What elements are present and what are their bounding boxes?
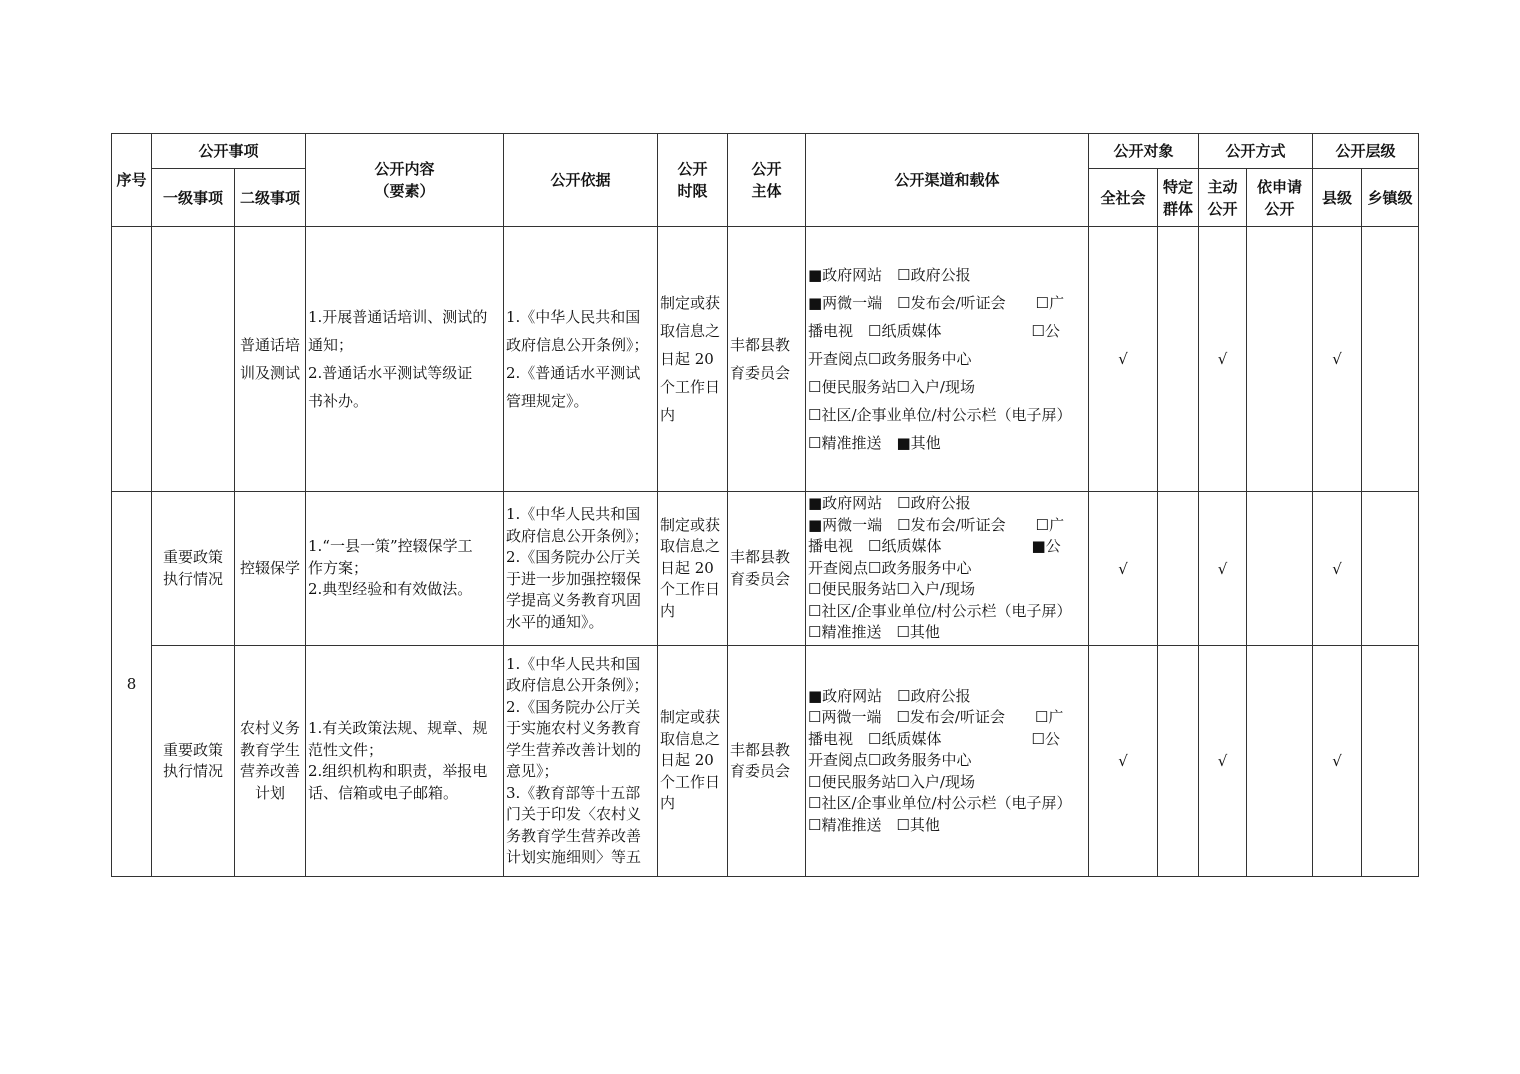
all-society-header: 全社会 bbox=[1089, 169, 1158, 227]
subject-cell: 丰都县教 育委员会 bbox=[728, 646, 806, 877]
disclosure-table bbox=[111, 133, 1419, 877]
town-check bbox=[1362, 646, 1419, 877]
content-cell: 1.开展普通话培训、测试的 通知； 2.普通话水平测试等级证 书补办。 bbox=[306, 227, 504, 492]
level2-cell: 普通话培 训及测试 bbox=[235, 227, 306, 492]
level2-cell: 控辍保学 bbox=[235, 492, 306, 646]
level2-cell: 农村义务 教育学生 营养改善 计划 bbox=[235, 646, 306, 877]
basis-header: 公开依据 bbox=[504, 134, 658, 227]
specific-check bbox=[1158, 227, 1199, 492]
county-header: 县级 bbox=[1313, 169, 1362, 227]
table-row bbox=[112, 227, 1419, 492]
time-cell: 制定或获 取信息之 日起 20 个工作日 内 bbox=[658, 227, 728, 492]
channel-header: 公开渠道和载体 bbox=[806, 134, 1089, 227]
level1-cell: 重要政策 执行情况 bbox=[152, 646, 235, 877]
level1-cell: 重要政策 执行情况 bbox=[152, 492, 235, 646]
level-group-header: 公开层级 bbox=[1313, 134, 1419, 169]
specific-header: 特定 群体 bbox=[1158, 169, 1199, 227]
channel-cell: ■政府网站 ☐政府公报 ■两微一端 ☐发布会/听证会 ☐广 播电视 ☐纸质媒体 ■公 开查阅点☐政务服务中心 ☐便民服务站☐入户/现场 ☐社区/企事业单位/村公示栏（电子屏） ☐精准推送 ☐其他 bbox=[806, 492, 1089, 646]
on-request-check bbox=[1247, 646, 1313, 877]
subject-cell: 丰都县教 育委员会 bbox=[728, 227, 806, 492]
content-cell: 1.有关政策法规、规章、规 范性文件； 2.组织机构和职责，举报电 话、信箱或电子邮箱。 bbox=[306, 646, 504, 877]
county-check: √ bbox=[1313, 492, 1362, 646]
channel-cell: ■政府网站 ☐政府公报 ☐两微一端 ☐发布会/听证会 ☐广 播电视 ☐纸质媒体 ☐公 开查阅点☐政务服务中心 ☐便民服务站☐入户/现场 ☐社区/企事业单位/村公示栏（电子屏） ☐精准推送 ☐其他 bbox=[806, 646, 1089, 877]
seq-cell: 8 bbox=[112, 492, 152, 877]
subject-header: 公开 主体 bbox=[728, 134, 806, 227]
header-row-1 bbox=[112, 134, 1419, 169]
active-check: √ bbox=[1199, 492, 1247, 646]
time-cell: 制定或获 取信息之 日起 20 个工作日 内 bbox=[658, 492, 728, 646]
on-request-check bbox=[1247, 492, 1313, 646]
content-header: 公开内容 （要素） bbox=[306, 134, 504, 227]
level2-header: 二级事项 bbox=[235, 169, 306, 227]
basis-cell: 1.《中华人民共和国 政府信息公开条例》； 2.《国务院办公厅关 于实施农村义务教育 学生营养改善计划的 意见》； 3.《教育部等十五部 门关于印发〈农村义 务教育学生营养改善 计划实施细则〉等五 bbox=[504, 646, 658, 877]
table-row bbox=[112, 646, 1419, 877]
channel-cell: ■政府网站 ☐政府公报 ■两微一端 ☐发布会/听证会 ☐广 播电视 ☐纸质媒体 ☐公 开查阅点☐政务服务中心 ☐便民服务站☐入户/现场 ☐社区/企事业单位/村公示栏（电子屏） ☐精准推送 ■其他 bbox=[806, 227, 1089, 492]
all-society-check: √ bbox=[1089, 492, 1158, 646]
on-request-check bbox=[1247, 227, 1313, 492]
time-cell: 制定或获 取信息之 日起 20 个工作日 内 bbox=[658, 646, 728, 877]
active-check: √ bbox=[1199, 646, 1247, 877]
table-row bbox=[112, 492, 1419, 646]
level1-cell bbox=[152, 227, 235, 492]
seq-cell bbox=[112, 227, 152, 492]
town-check bbox=[1362, 492, 1419, 646]
county-check: √ bbox=[1313, 646, 1362, 877]
subject-cell: 丰都县教 育委员会 bbox=[728, 492, 806, 646]
all-society-check: √ bbox=[1089, 227, 1158, 492]
object-group-header: 公开对象 bbox=[1089, 134, 1199, 169]
content-cell: 1.“一县一策”控辍保学工 作方案； 2.典型经验和有效做法。 bbox=[306, 492, 504, 646]
active-header: 主动 公开 bbox=[1199, 169, 1247, 227]
county-check: √ bbox=[1313, 227, 1362, 492]
method-group-header: 公开方式 bbox=[1199, 134, 1313, 169]
specific-check bbox=[1158, 646, 1199, 877]
all-society-check: √ bbox=[1089, 646, 1158, 877]
basis-cell: 1.《中华人民共和国 政府信息公开条例》； 2.《国务院办公厅关 于进一步加强控辍保 学提高义务教育巩固 水平的通知》。 bbox=[504, 492, 658, 646]
items-group-header: 公开事项 bbox=[152, 134, 306, 169]
time-header: 公开 时限 bbox=[658, 134, 728, 227]
specific-check bbox=[1158, 492, 1199, 646]
active-check: √ bbox=[1199, 227, 1247, 492]
town-check bbox=[1362, 227, 1419, 492]
town-header: 乡镇级 bbox=[1362, 169, 1419, 227]
level1-header: 一级事项 bbox=[152, 169, 235, 227]
on-request-header: 依申请 公开 bbox=[1247, 169, 1313, 227]
seq-header: 序号 bbox=[112, 134, 152, 227]
basis-cell: 1.《中华人民共和国 政府信息公开条例》； 2.《普通话水平测试 管理规定》。 bbox=[504, 227, 658, 492]
